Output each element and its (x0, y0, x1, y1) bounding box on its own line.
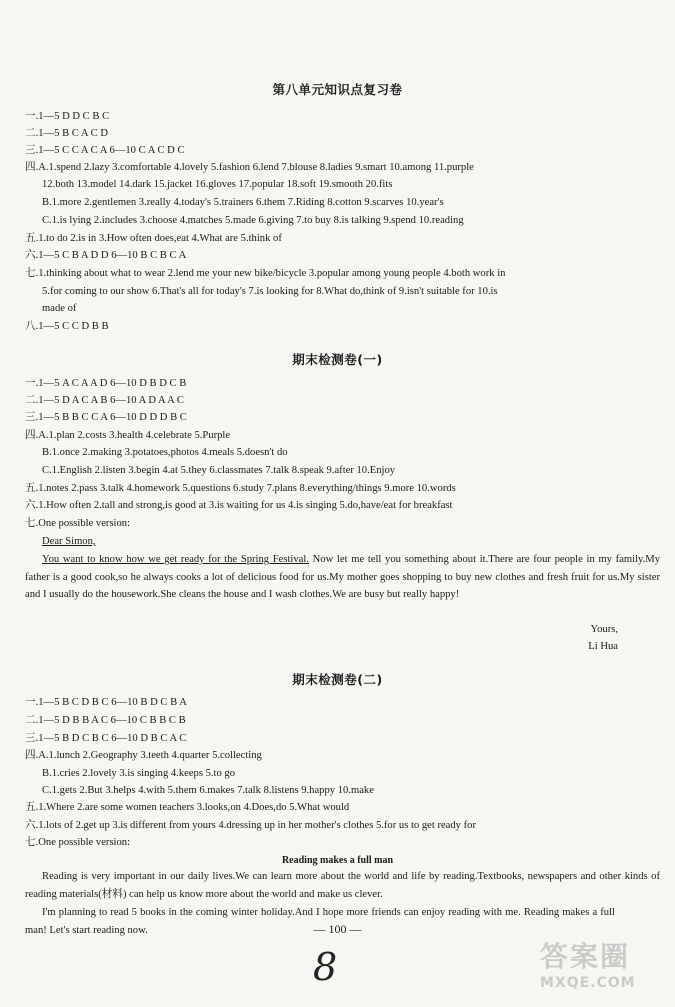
letter-body (25, 551, 660, 604)
answer-line: made of (42, 303, 77, 314)
answer-line: 五.1.notes 2.pass 3.talk 4.homework 5.questions 6.study 7.plans 8.everything/things 9.more 10.words (25, 483, 456, 494)
essay-title: Reading makes a full man (281, 855, 394, 866)
essay-paragraph: Reading is very important in our daily lives.We can learn more about the world and life by reading.Textbooks, newspapers and other kinds of reading materials(材料) can help us know more about the world and make us clever. (25, 871, 660, 900)
handwritten-mark: 8 (313, 945, 338, 989)
answer-line: B.1.more 2.gentlemen 3.really 4.today's 5.trainers 6.them 7.Riding 8.cotton 9.scarves 10.year's (42, 197, 444, 208)
section-title-final-exam-2: 期末检测卷(二) (292, 672, 383, 687)
answer-line: 三.1—5 B D C B C 6—10 D B C A C (25, 733, 187, 744)
answer-line: 七.1.thinking about what to wear 2.lend me your new bike/bicycle 3.popular among young people 4.both work in (25, 268, 506, 279)
answer-line: 一.1—5 A C A A D 6—10 D B D C B (25, 378, 187, 389)
answer-line: B.1.cries 2.lovely 3.is singing 4.keeps 5.to go (42, 768, 236, 779)
watermark-logo (540, 935, 670, 1005)
answer-line: 八.1—5 C C D B B (25, 321, 109, 332)
answer-line: 五.1.to do 2.is in 3.How often does,eat 4.What are 5.think of (25, 233, 282, 244)
answer-line: 七.One possible version: (25, 518, 131, 529)
answer-line: 二.1—5 B C A C D (25, 128, 109, 139)
page-number: — 100 — (313, 922, 362, 936)
answer-line: 5.for coming to our show 6.That's all for today's 7.is looking for 8.What do,think of 9.isn't suitable for 10.is (42, 286, 498, 297)
answer-line: 六.1.How often 2.tall and strong,is good at 3.is waiting for us 4.is singing 5.do,have/eat for breakfast (25, 500, 453, 511)
letter-underlined-sentence: You want to know how we get ready for the Spring Festival. (42, 554, 309, 565)
answer-line: 12.both 13.model 14.dark 15.jacket 16.gloves 17.popular 18.soft 19.smooth 20.fits (42, 179, 393, 190)
essay-paragraph: I'm planning to read 5 books in the coming winter holiday.And I hope more friends can enjoy reading with me. Reading makes a full man! Let's start reading now. (25, 907, 615, 936)
answer-line: 三.1—5 B B C C A 6—10 D D D B C (25, 412, 187, 423)
watermark-url: MXQE.COM (540, 975, 636, 991)
answer-line: 一.1—5 D D C B C (25, 111, 110, 122)
answer-line: 四.A.1.spend 2.lazy 3.comfortable 4.lovely 5.fashion 6.lend 7.blouse 8.ladies 9.smart 10.among 11.purple (25, 162, 474, 173)
answer-line: 五.1.Where 2.are some women teachers 3.looks,on 4.Does,do 5.What would (25, 802, 350, 813)
letter-signature: Li Hua (588, 641, 618, 652)
answer-line: 七.One possible version: (25, 837, 131, 848)
answer-line: 六.1.lots of 2.get up 3.is different from yours 4.dressing up in her mother's clothes 5.for us to get ready for (25, 820, 476, 831)
letter-closing: Yours, (590, 624, 618, 635)
answer-line: C.1.gets 2.But 3.helps 4.with 5.them 6.makes 7.talk 8.listens 9.happy 10.make (42, 785, 374, 796)
letter-greeting: Dear Simon, (42, 536, 96, 547)
answer-line: 二.1—5 D A C A B 6—10 A D A A C (25, 395, 184, 406)
section-title-final-exam-1: 期末检测卷(一) (292, 352, 383, 367)
answer-line: 六.1—5 C B A D D 6—10 B C B C A (25, 250, 187, 261)
answer-line: C.1.English 2.listen 3.begin 4.at 5.they 6.classmates 7.talk 8.speak 9.after 10.Enjoy (42, 465, 396, 476)
watermark-text: 答案圈 (540, 940, 631, 973)
answer-line: B.1.once 2.making 3.potatoes,photos 4.meals 5.doesn't do (42, 447, 288, 458)
answer-line: 四.A.1.plan 2.costs 3.health 4.celebrate 5.Purple (25, 430, 231, 441)
answer-line: 三.1—5 C C A C A 6—10 C A C D C (25, 145, 185, 156)
letter-body-text: Now let me tell you something about it.There are four people in my family.My father is a good cook,so he always cooks a lot of delicious food for us.My mother goes shopping to buy new clothes and fresh fruit for us.My sister and I usually do the housework.She cleans the house and I wash clothes.We are busy but really happy! (25, 554, 660, 600)
answer-line: 四.A.1.lunch 2.Geography 3.teeth 4.quarter 5.collecting (25, 750, 262, 761)
answer-line: C.1.is lying 2.includes 3.choose 4.matches 5.made 6.giving 7.to buy 8.is talking 9.spend 10.reading (42, 215, 464, 226)
section-title-unit8: 第八单元知识点复习卷 (272, 82, 403, 97)
answer-line: 二.1—5 D B B A C 6—10 C B B C B (25, 715, 186, 726)
answer-line: 一.1—5 B C D B C 6—10 B D C B A (25, 697, 187, 708)
